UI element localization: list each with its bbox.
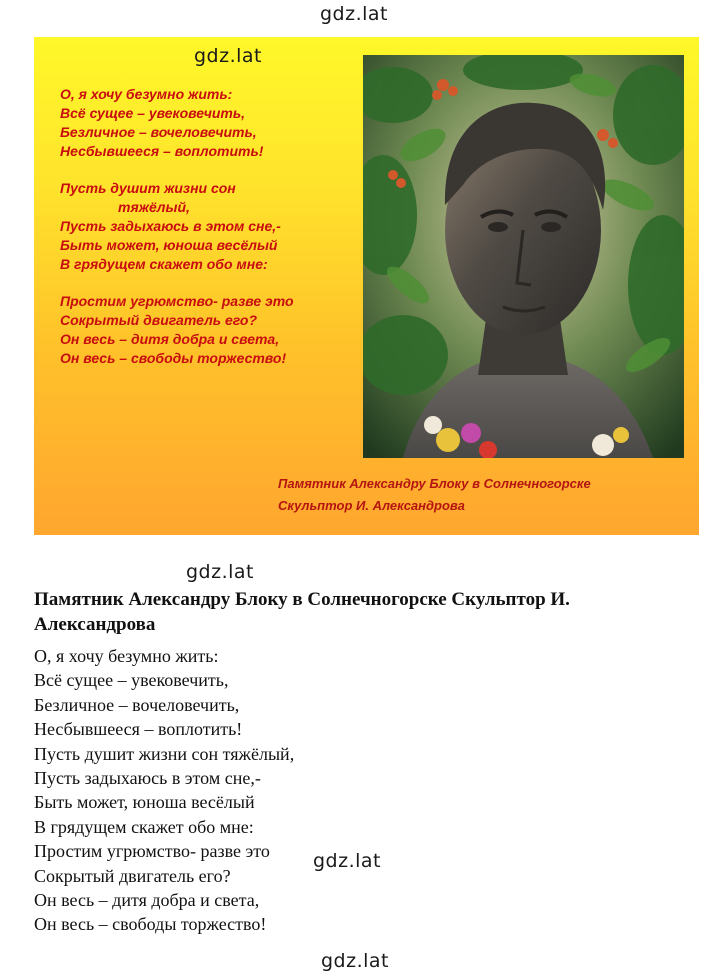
poster-poem-line: тяжёлый, <box>118 199 190 215</box>
watermark-bottom: gdz.lat <box>321 950 390 972</box>
poster-poem-line: О, я хочу безумно жить: <box>60 86 233 102</box>
poster-poem-line: Быть может, юноша весёлый <box>60 237 278 253</box>
poster-poem-line: Сокрытый двигатель его? <box>60 312 257 328</box>
poem-line: Сокрытый двигатель его? <box>34 865 231 886</box>
watermark-poster: gdz.lat <box>194 45 263 67</box>
poster-caption-line-1: Памятник Александру Блоку в Солнечногорске <box>278 476 591 491</box>
poem-line: Несбывшееся – воплотить! <box>34 719 243 740</box>
poem-line: Он весь – свободы торжество! <box>34 914 267 935</box>
poem-line: Всё сущее – увековечить, <box>34 670 229 691</box>
watermark-poem: gdz.lat <box>313 850 382 872</box>
poem-line: Безличное – вочеловечить, <box>34 694 240 715</box>
poster-caption <box>278 473 591 517</box>
poster-poem-line: Безличное – вочеловечить, <box>60 124 257 140</box>
poster <box>34 37 699 535</box>
poem-line: Быть может, юноша весёлый <box>34 792 255 813</box>
poster-stanza-3 <box>60 292 360 368</box>
poem-line: О, я хочу безумно жить: <box>34 646 219 666</box>
poster-poem-line: Он весь – свободы торжество! <box>60 350 287 366</box>
poster-poem-line: Простим угрюмство- разве это <box>60 293 294 309</box>
poster-stanza-1 <box>60 85 360 161</box>
poem-line: Он весь – дитя добра и света, <box>34 890 260 911</box>
poster-poem-line: Пусть душит жизни сон <box>60 180 236 196</box>
poem-text <box>34 644 294 937</box>
monument-photo <box>363 55 684 458</box>
poster-poem-line: Пусть задыхаюсь в этом сне,- <box>60 218 281 234</box>
watermark-top: gdz.lat <box>320 3 389 25</box>
page-title: Памятник Александру Блоку в Солнечногорске Скульптор И. Александрова <box>34 589 570 635</box>
poster-caption-line-2: Скульптор И. Александрова <box>278 498 465 513</box>
poem-line: Пусть задыхаюсь в этом сне,- <box>34 768 261 789</box>
poem-line: Пусть душит жизни сон тяжёлый, <box>34 743 295 764</box>
poster-poem-line: Он весь – дитя добра и света, <box>60 331 280 347</box>
poster-poem <box>60 85 360 386</box>
poster-poem-line: В грядущем скажет обо мне: <box>60 256 268 272</box>
watermark-middle: gdz.lat <box>186 561 255 583</box>
poster-poem-line: Всё сущее – увековечить, <box>60 105 246 121</box>
poem-line: В грядущем скажет обо мне: <box>34 816 254 837</box>
poster-poem-line: Несбывшееся – воплотить! <box>60 143 264 159</box>
poem-line: Простим угрюмство- разве это <box>34 841 270 862</box>
poster-stanza-2 <box>60 179 360 274</box>
